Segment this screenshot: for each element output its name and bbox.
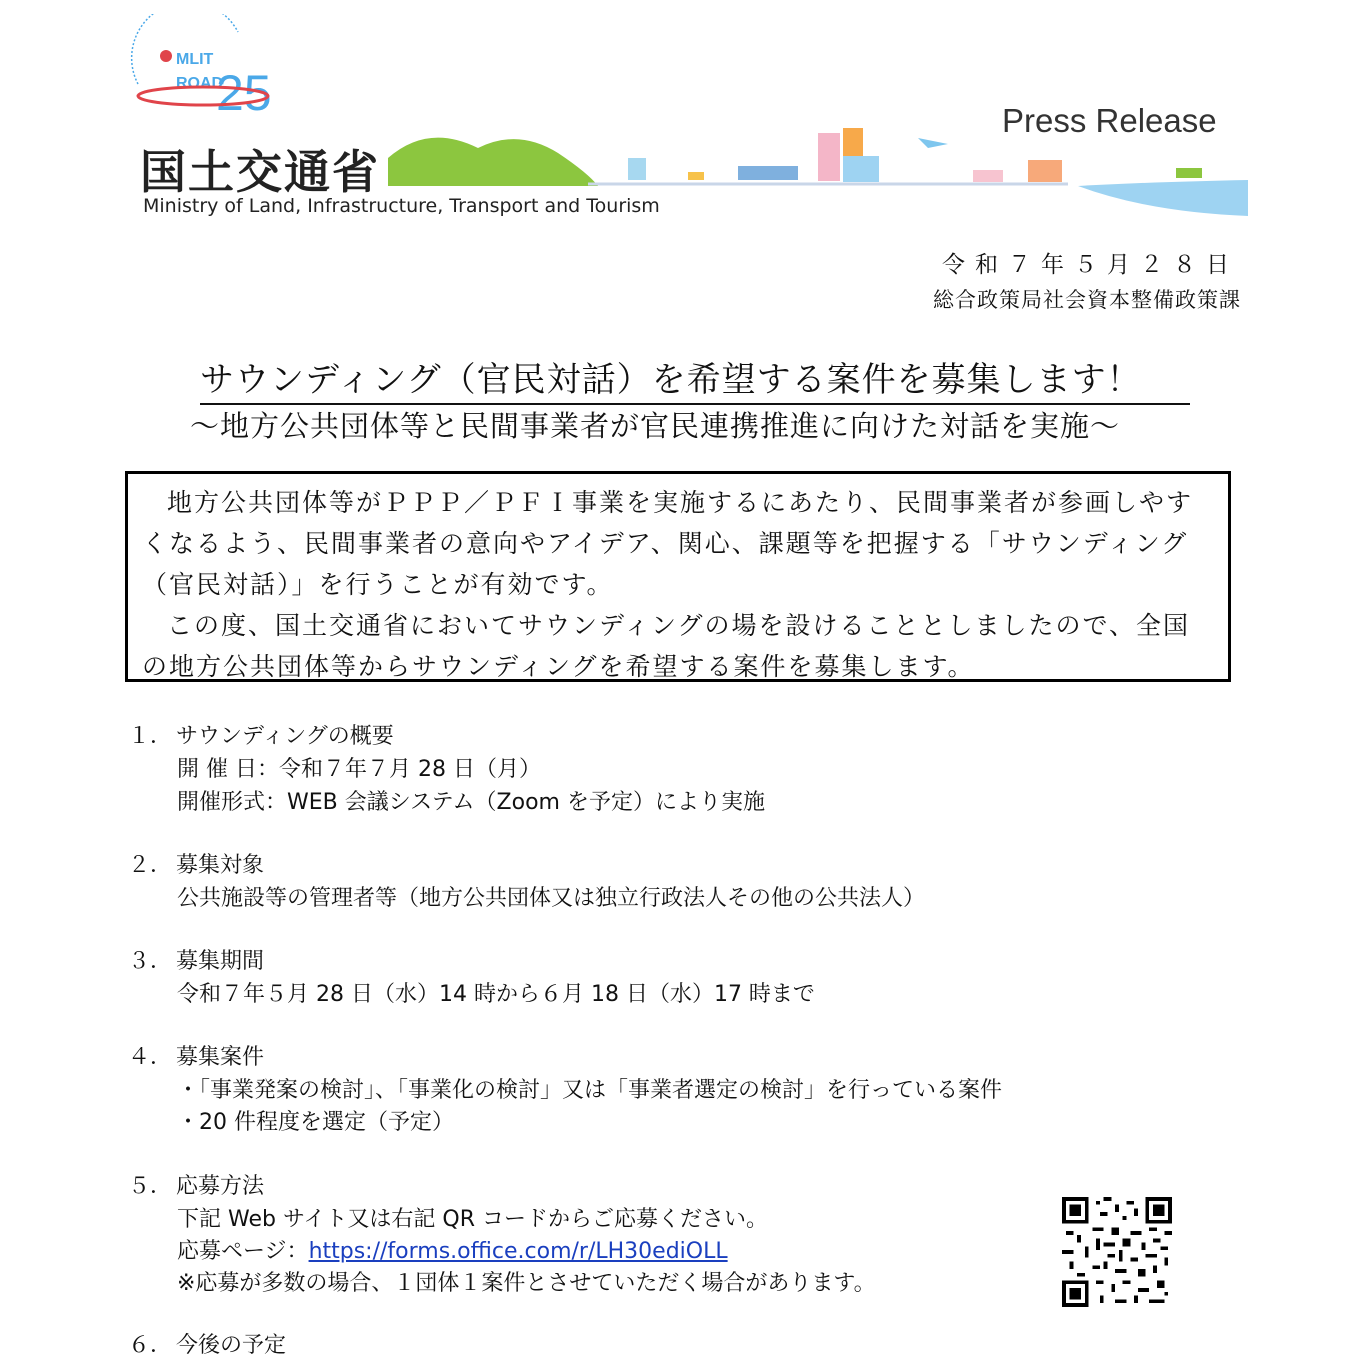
section-number: ２． xyxy=(128,853,173,878)
section-1-format-line: 開催形式：WEB 会議システム（Zoom を予定）により実施 xyxy=(177,790,765,815)
summary-box xyxy=(125,471,1231,682)
section-number: ３． xyxy=(128,949,173,974)
section-1-heading xyxy=(128,719,394,750)
landscape-banner-illustration xyxy=(388,118,1248,218)
svg-text:ROAD: ROAD xyxy=(176,75,224,92)
press-release-label: Press Release xyxy=(1002,102,1217,139)
section-title: 今後の予定 xyxy=(176,1333,287,1358)
section-3-period-line: 令和７年５月 28 日（水）14 時から６月 18 日（水）17 時まで xyxy=(177,982,815,1007)
section-2-heading xyxy=(128,848,264,879)
section-2-target-line: 公共施設等の管理者等（地方公共団体又は独立行政法人その他の公共法人） xyxy=(177,886,926,911)
ministry-name-jp: 国土交通省 xyxy=(140,145,380,199)
page-subtitle: ～地方公共団体等と民間事業者が官民連携推進に向けた対話を実施～ xyxy=(190,409,1121,443)
section-title: サウンディングの概要 xyxy=(176,724,394,749)
section-4-item-2: ・20 件程度を選定（予定） xyxy=(177,1110,454,1135)
svg-text:25: 25 xyxy=(216,65,272,121)
section-number: ６． xyxy=(128,1333,173,1358)
section-title: 募集対象 xyxy=(176,853,265,878)
section-5-url-line xyxy=(177,1234,728,1265)
section-number: ４． xyxy=(128,1045,173,1070)
ministry-name-en: Ministry of Land, Infrastructure, Transport and Tourism xyxy=(143,195,660,217)
section-1-date-line: 開 催 日：令和７年７月 28 日（月） xyxy=(177,757,541,782)
section-number: １． xyxy=(128,724,173,749)
section-title: 募集期間 xyxy=(176,949,265,974)
summary-paragraph-1: 地方公共団体等がＰＰＰ／ＰＦＩ事業を実施するにあたり、民間事業者が参画しやすくなるよう、民間事業者の意向やアイデア、関心、課題等を把握する「サウンディング（官民対話）」を行うことが有効です。 xyxy=(142,488,1194,599)
release-date: 令和７年５月２８日 xyxy=(942,252,1239,278)
section-number: ５． xyxy=(128,1174,173,1199)
section-title: 応募方法 xyxy=(176,1174,265,1199)
application-page-label: 応募ページ： xyxy=(177,1239,309,1264)
section-6-heading xyxy=(128,1328,286,1359)
summary-paragraph-2: この度、国土交通省においてサウンディングの場を設けることとしましたので、全国の地方公共団体等からサウンディングを希望する案件を募集します。 xyxy=(142,611,1191,681)
section-3-heading xyxy=(128,944,264,975)
section-5-heading xyxy=(128,1169,264,1200)
section-4-heading xyxy=(128,1040,264,1071)
page-title: サウンディング（官民対話）を希望する案件を募集します！ xyxy=(200,352,1190,405)
svg-text:MLIT: MLIT xyxy=(176,51,214,68)
section-5-note: ※応募が多数の場合、１団体１案件とさせていただく場合があります。 xyxy=(177,1271,876,1296)
department-name: 総合政策局社会資本整備政策課 xyxy=(933,288,1241,312)
mlit-road25-emblem xyxy=(128,14,278,129)
qr-code-icon[interactable] xyxy=(1062,1197,1172,1307)
section-title: 募集案件 xyxy=(176,1045,265,1070)
section-5-instructions: 下記 Web サイト又は右記 QR コードからご応募ください。 xyxy=(177,1207,769,1232)
section-4-item-1: ・「事業発案の検討」、「事業化の検討」又は「事業者選定の検討」を行っている案件 xyxy=(177,1078,1003,1103)
application-form-link[interactable]: https://forms.office.com/r/LH30ediOLL xyxy=(308,1239,728,1264)
